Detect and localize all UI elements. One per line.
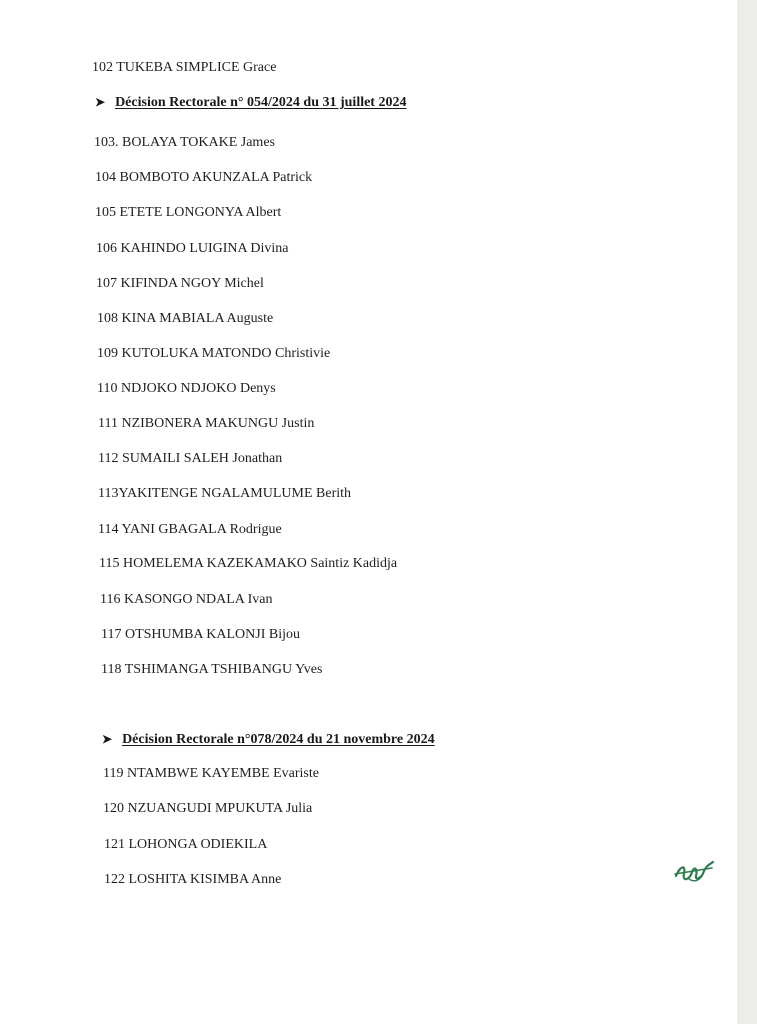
list-item: 109 KUTOLUKA MATONDO Christivie [97,346,331,361]
list-item: 122 LOSHITA KISIMBA Anne [104,872,282,887]
list-item: 118 TSHIMANGA TSHIBANGU Yves [101,662,323,677]
signature-icon [672,856,716,886]
arrowhead-bullet-icon: ➤ [95,95,106,109]
background-edge [737,0,757,1024]
section-title: Décision Rectorale n°078/2024 du 21 novembre 2024 [122,732,435,747]
list-item: 111 NZIBONERA MAKUNGU Justin [98,416,315,431]
arrowhead-bullet-icon: ➤ [102,732,113,746]
list-item: 112 SUMAILI SALEH Jonathan [98,451,283,466]
list-item: 114 YANI GBAGALA Rodrigue [98,522,282,537]
list-item: 115 HOMELEMA KAZEKAMAKO Saintiz Kadidja [99,556,398,571]
list-item: 113YAKITENGE NGALAMULUME Berith [98,486,352,501]
section-heading-1 [95,95,406,111]
section-heading-2 [102,732,435,748]
list-item: 108 KINA MABIALA Auguste [97,311,274,326]
list-item: 105 ETETE LONGONYA Albert [95,205,282,220]
list-item: 104 BOMBOTO AKUNZALA Patrick [95,170,313,185]
list-item: 120 NZUANGUDI MPUKUTA Julia [103,801,313,816]
section-title: Décision Rectorale n° 054/2024 du 31 juillet 2024 [115,95,407,110]
list-item: 116 KASONGO NDALA Ivan [100,592,273,607]
list-item: 119 NTAMBWE KAYEMBE Evariste [103,766,319,781]
list-item: 107 KIFINDA NGOY Michel [96,276,264,291]
list-item: 110 NDJOKO NDJOKO Denys [97,381,276,396]
list-item: 106 KAHINDO LUIGINA Divina [96,241,289,256]
list-item: 103. BOLAYA TOKAKE James [94,135,275,150]
list-item: 102 TUKEBA SIMPLICE Grace [92,60,277,75]
list-item: 121 LOHONGA ODIEKILA [104,837,268,852]
list-item: 117 OTSHUMBA KALONJI Bijou [101,627,300,642]
